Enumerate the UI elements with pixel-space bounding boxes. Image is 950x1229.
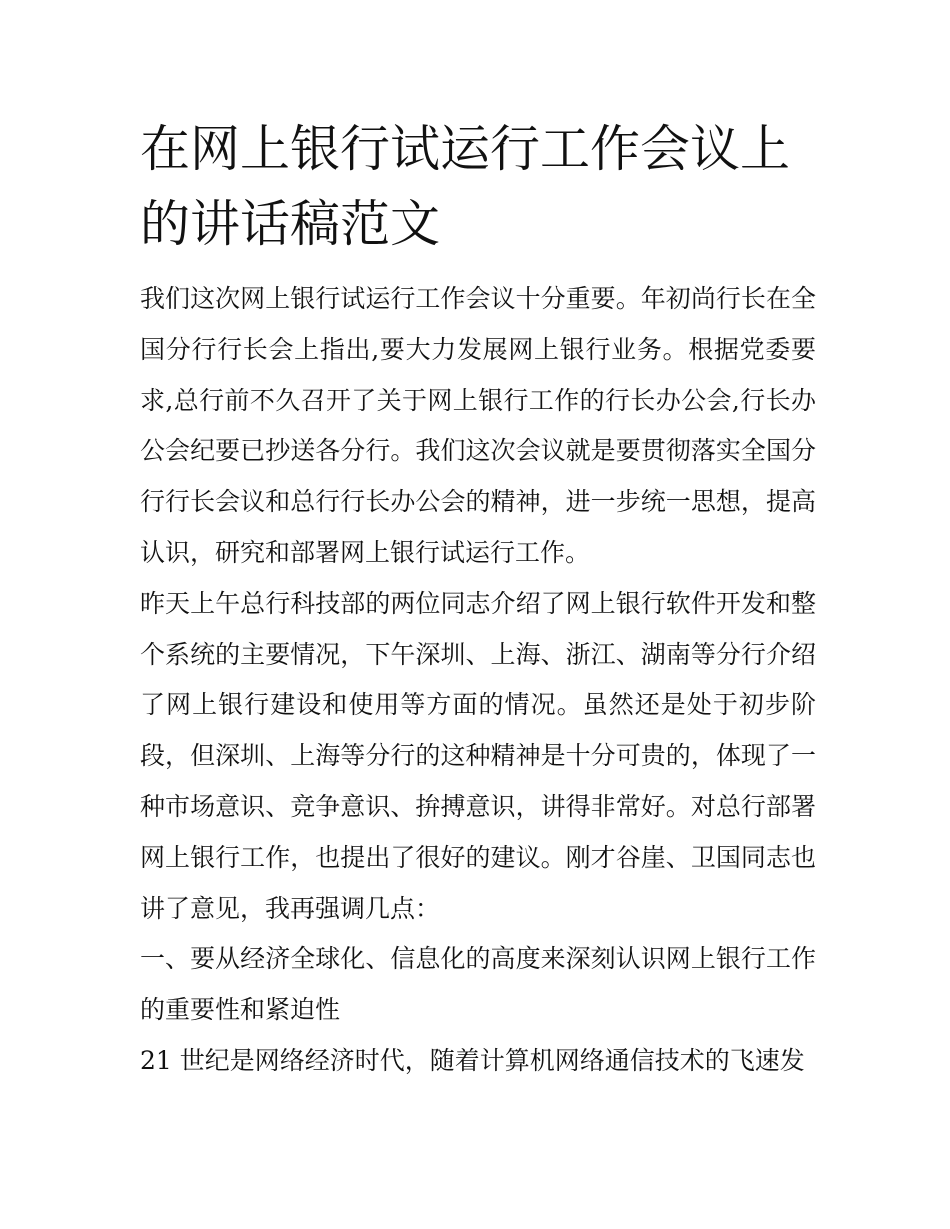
paragraph-yesterday-meeting: 昨天上午总行科技部的两位同志介绍了网上银行软件开发和整个系统的主要情况，下午深圳、上海、浙江、湖南等分行介绍了网上银行建设和使用等方面的情况。虽然还是处于初步阶段，但深圳、上海等分行的这种精神是十分可贵的，体现了一种市场意识、竞争意识、拚搏意识，讲得非常好。对总行部署网上银行工作，也提出了很好的建议。刚才谷崖、卫国同志也讲了意见，我再强调几点： bbox=[140, 588, 816, 923]
section-heading-one: 一、要从经济全球化、信息化的高度来深刻认识网上银行工作的重要性和紧迫性 bbox=[140, 944, 816, 1025]
document-page bbox=[140, 112, 820, 1087]
paragraph-intro: 我们这次网上银行试运行工作会议十分重要。年初尚行长在全国分行行长会上指出,要大力发展网上银行业务。根据党委要求,总行前不久召开了关于网上银行工作的行长办公会,行长办公会纪要已抄送各分行。我们这次会议就是要贯彻落实全国分行行长会议和总行行长办公会的精神，进一步统一思想，提高认识，研究和部署网上银行试运行工作。 bbox=[140, 284, 816, 567]
paragraph-21st-century: 21 世纪是网络经济时代，随着计算机网络通信技术的飞速发 bbox=[140, 1045, 805, 1075]
document-title: 在网上银行试运行工作会议上的讲话稿范文 bbox=[140, 120, 790, 253]
document-body bbox=[140, 274, 820, 1087]
